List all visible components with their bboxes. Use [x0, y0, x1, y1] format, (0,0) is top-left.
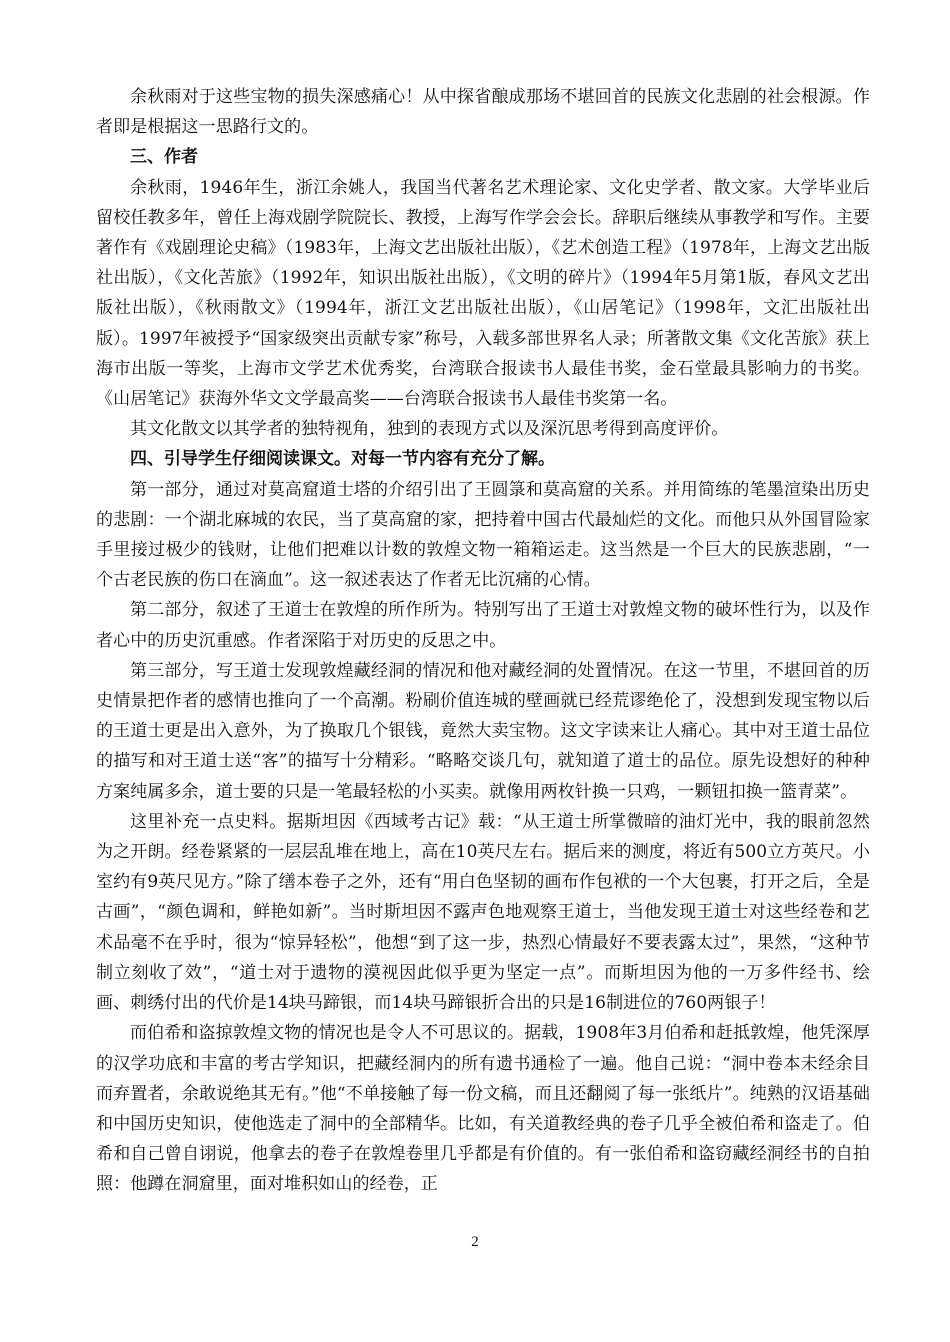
section-heading-author: 三、作者	[130, 147, 198, 168]
paragraph-pelliot-history: 而伯希和盗掠敦煌文物的情况也是令人不可思议的。据载，1908年3月伯希和赶抵敦煌，他凭深厚的汉学功底和丰富的考古学知识，把藏经洞内的所有遗书通检了一遍。他自己说：“洞中卷本未经余目而弃置者，余敢说绝其无有。”他“不单接触了每一份文稿，而且还翻阅了每一张纸片”。纯熟的汉语基础和中国历史知识，使他选走了洞中的全部精华。比如，有关道教经典的卷子几乎全被伯希和盗走了。伯希和自己曾自诩说，他拿去的卷子在敦煌卷里几乎都是有价值的。有一张伯希和盗窃藏经洞经书的自拍照：他蹲在洞窟里，面对堆积如山的经卷，正	[96, 1023, 870, 1195]
paragraph-part-two: 第二部分，叙述了王道士在敦煌的所作所为。特别写出了王道士对敦煌文物的破坏性行为，以及作者心中的历史沉重感。作者深陷于对历史的反思之中。	[96, 600, 870, 651]
paragraph-part-three: 第三部分，写王道士发现敦煌藏经洞的情况和他对藏经洞的处置情况。在这一节里，不堪回首的历史情景把作者的感情也推向了一个高潮。粉刷价值连城的壁画就已经荒谬绝伦了，没想到发现宝物以后的王道士更是出入意外，为了换取几个银钱，竟然大卖宝物。这文字读来让人痛心。其中对王道士品位的描写和对王道士送“客”的描写十分精彩。“略略交谈几句，就知道了道士的品位。原先设想好的种种方案纯属多余，道士要的只是一笔最轻松的小买卖。就像用两枚针换一只鸡，一颗钮扣换一篮青菜”。	[96, 660, 870, 802]
paragraph-author-evaluation: 其文化散文以其学者的独特视角，独到的表现方式以及深沉思考得到高度评价。	[130, 419, 729, 440]
paragraph-stein-history: 这里补充一点史料。据斯坦因《西域考古记》载：“从王道士所掌微暗的油灯光中，我的眼前忽然为之开朗。经卷紧紧的一层层乱堆在地上，高在10英尺左右。据后来的测度，将近有500立方英尺。小室约有9英尺见方。”除了缮本卷子之外，还有“用白色坚韧的画布作包袱的一个大包裹，打开之后，全是古画”，“颜色调和，鲜艳如新”。当时斯坦因不露声色地观察王道士，当他发现王道士对这些经卷和艺术品毫不在乎时，很为“惊异轻松”，他想“到了这一步，热烈心情最好不要表露太过”，果然，“这种节制立刻收了效”，“道士对于遗物的漠视因此似乎更为坚定一点”。而斯坦因为他的一万多件经书、绘画、刺绣付出的代价是14块马蹄银，而14块马蹄银折合出的只是16制进位的760两银子！	[96, 811, 870, 1014]
page-number: 2	[471, 1234, 479, 1250]
section-heading-reading-guide: 四、引导学生仔细阅读课文。对每一节内容有充分了解。	[130, 449, 555, 470]
paragraph-part-one: 第一部分，通过对莫高窟道士塔的介绍引出了王圆箓和莫高窟的关系。并用简练的笔墨渲染出历史的悲剧：一个湖北麻城的农民，当了莫高窟的家，把持着中国古代最灿烂的文化。而他只从外国冒险家手里接过极少的钱财，让他们把难以计数的敦煌文物一箱箱运走。这当然是一个巨大的民族悲剧，“一个古老民族的伤口在滴血”。这一叙述表达了作者无比沉痛的心情。	[96, 479, 870, 591]
paragraph-1: 余秋雨对于这些宝物的损失深感痛心！从中探省酿成那场不堪回首的民族文化悲剧的社会根源。作者即是根据这一思路行文的。	[96, 87, 870, 138]
paragraph-author-bio: 余秋雨，1946年生，浙江余姚人，我国当代著名艺术理论家、文化史学者、散文家。大学毕业后留校任教多年，曾任上海戏剧学院院长、教授，上海写作学会会长。辞职后继续从事教学和写作。主要著作有《戏剧理论史稿》（1983年，上海文艺出版社出版），《艺术创造工程》（1978年，上海文艺出版社出版），《文化苦旅》（1992年，知识出版社出版），《文明的碎片》（1994年5月第1版，春风文艺出版社出版），《秋雨散文》（1994年，浙江文艺出版社出版），《山居笔记》（1998年，文汇出版社出版）。1997年被授予“国家级突出贡献专家”称号，入载多部世界名人录；所著散文集《文化苦旅》获上海市出版一等奖，上海市文学艺术优秀奖，台湾联合报读书人最佳书奖，金石堂最具影响力的书奖。《山居笔记》获海外华文文学最高奖——台湾联合报读书人最佳书奖第一名。	[96, 177, 870, 410]
document-page	[96, 82, 870, 1200]
